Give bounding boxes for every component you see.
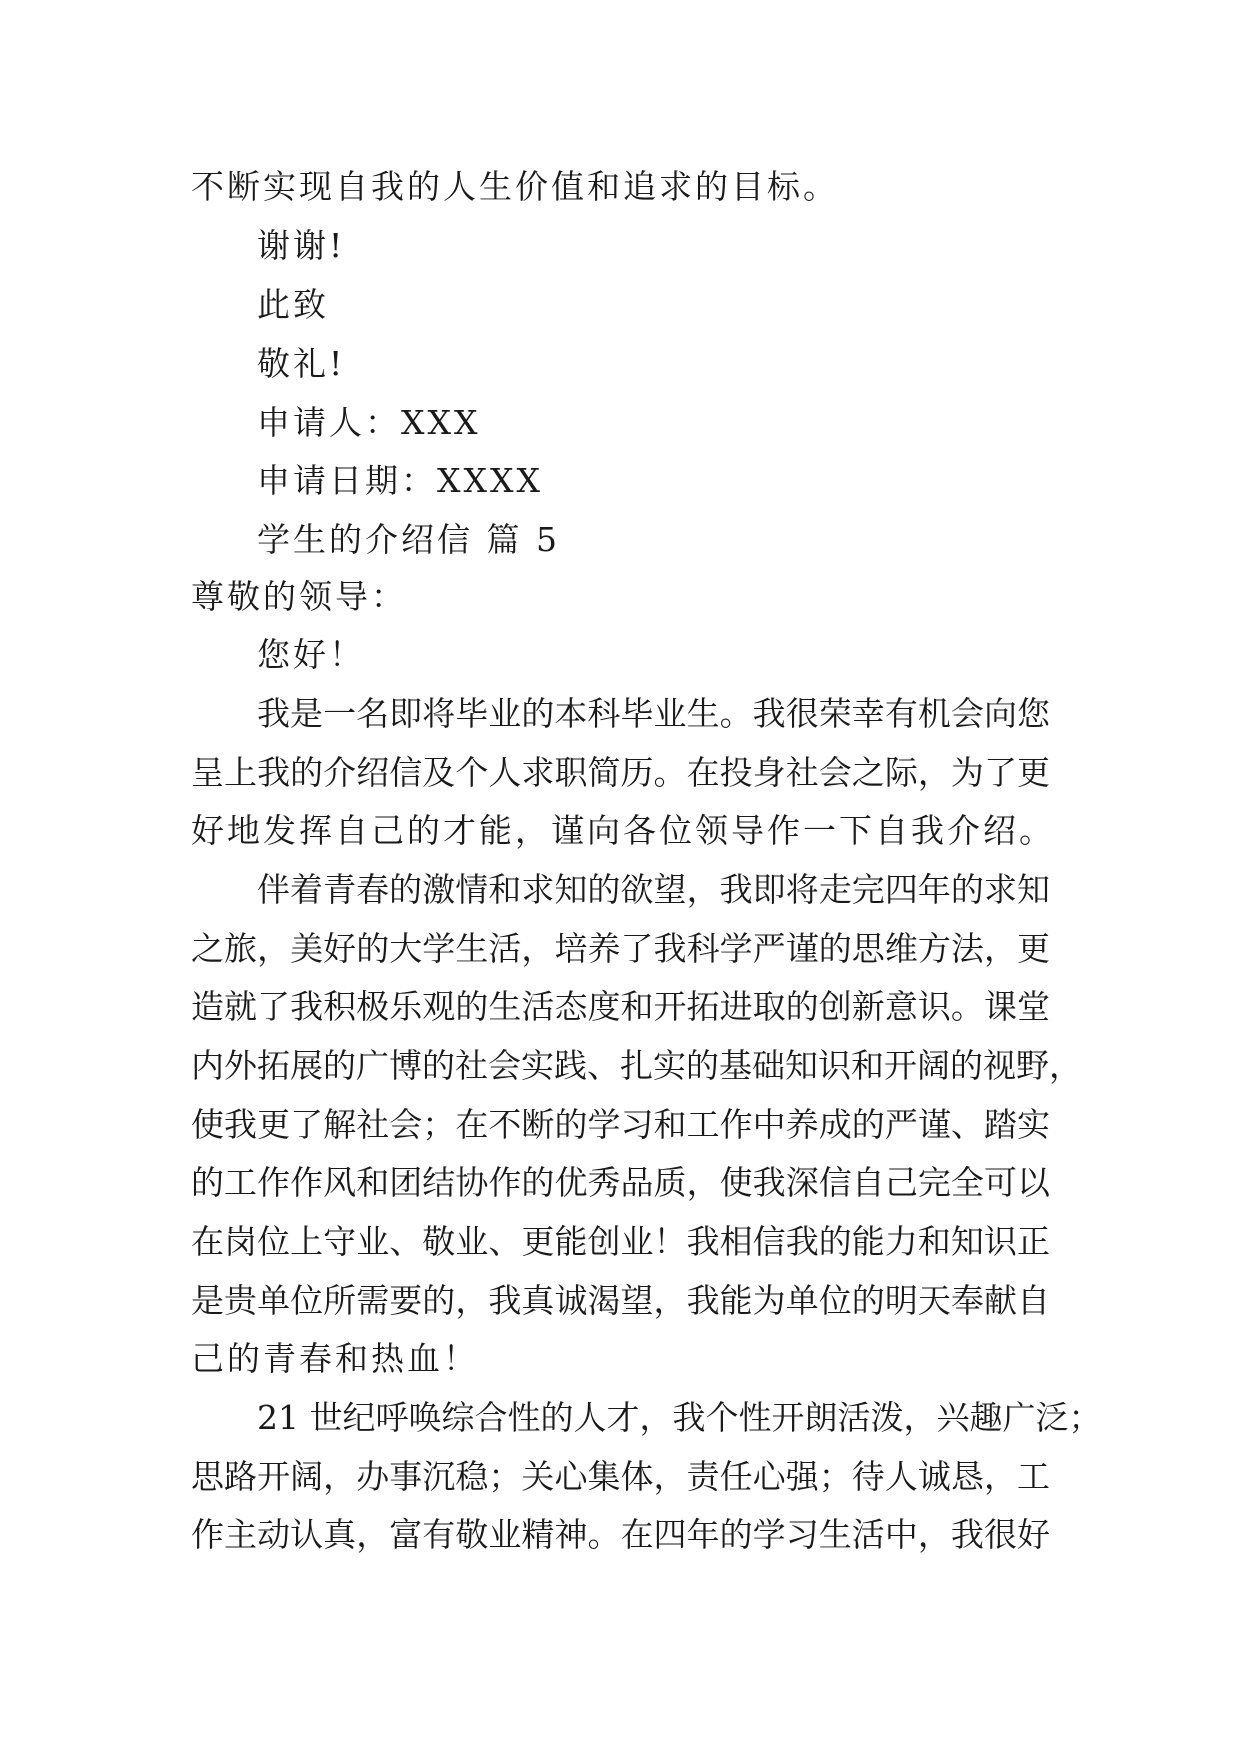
salutation-jingli: 敬礼! (257, 344, 346, 383)
paragraph-line: 思路开阔，办事沉稳；关心集体，责任心强；待人诚恳，工 (191, 1457, 1050, 1496)
paragraph-line: 伴着青春的激情和求知的欲望，我即将走完四年的求知 (257, 870, 1050, 909)
salutation-cizhi: 此致 (257, 285, 329, 324)
paragraph-line: 作主动认真，富有敬业精神。在四年的学习生活中，我很好 (191, 1515, 1050, 1554)
paragraph-line: 造就了我积极乐观的生活态度和开拓进取的创新意识。课堂 (191, 987, 1050, 1026)
paragraph-line: 是贵单位所需要的，我真诚渴望，我能为单位的明天奉献自 (191, 1281, 1050, 1320)
paragraph-line: 好地发挥自己的才能，谨向各位领导作一下自我介绍。 (191, 811, 1055, 850)
section-heading: 学生的介绍信 篇 5 (257, 520, 560, 559)
paragraph-line: 内外拓展的广博的社会实践、扎实的基础知识和开阔的视野， (191, 1046, 1082, 1085)
paragraph-line: 21 世纪呼唤综合性的人才，我个性开朗活泼，兴趣广泛； (257, 1398, 1102, 1437)
closing-sentence-line: 不断实现自我的人生价值和追求的目标。 (191, 167, 839, 206)
paragraph-line: 呈上我的介绍信及个人求职简历。在投身社会之际，为了更 (191, 753, 1050, 792)
paragraph-line: 的工作作风和团结协作的优秀品质，使我深信自己完全可以 (191, 1163, 1050, 1202)
thanks-line: 谢谢! (257, 226, 346, 265)
greeting-hello: 您好！ (257, 635, 365, 674)
paragraph-line: 己的青春和热血！ (191, 1339, 479, 1378)
paragraph-line: 在岗位上守业、敬业、更能创业！我相信我的能力和知识正 (191, 1222, 1050, 1261)
paragraph-line: 之旅，美好的大学生活，培养了我科学严谨的思维方法，更 (191, 929, 1050, 968)
application-date-line: 申请日期：XXXX (257, 461, 543, 500)
applicant-line: 申请人：XXX (257, 403, 481, 442)
paragraph-line: 使我更了解社会；在不断的学习和工作中养成的严谨、踏实 (191, 1105, 1050, 1144)
paragraph-line: 我是一名即将毕业的本科毕业生。我很荣幸有机会向您 (257, 694, 1050, 733)
greeting-recipient: 尊敬的领导： (191, 577, 407, 616)
